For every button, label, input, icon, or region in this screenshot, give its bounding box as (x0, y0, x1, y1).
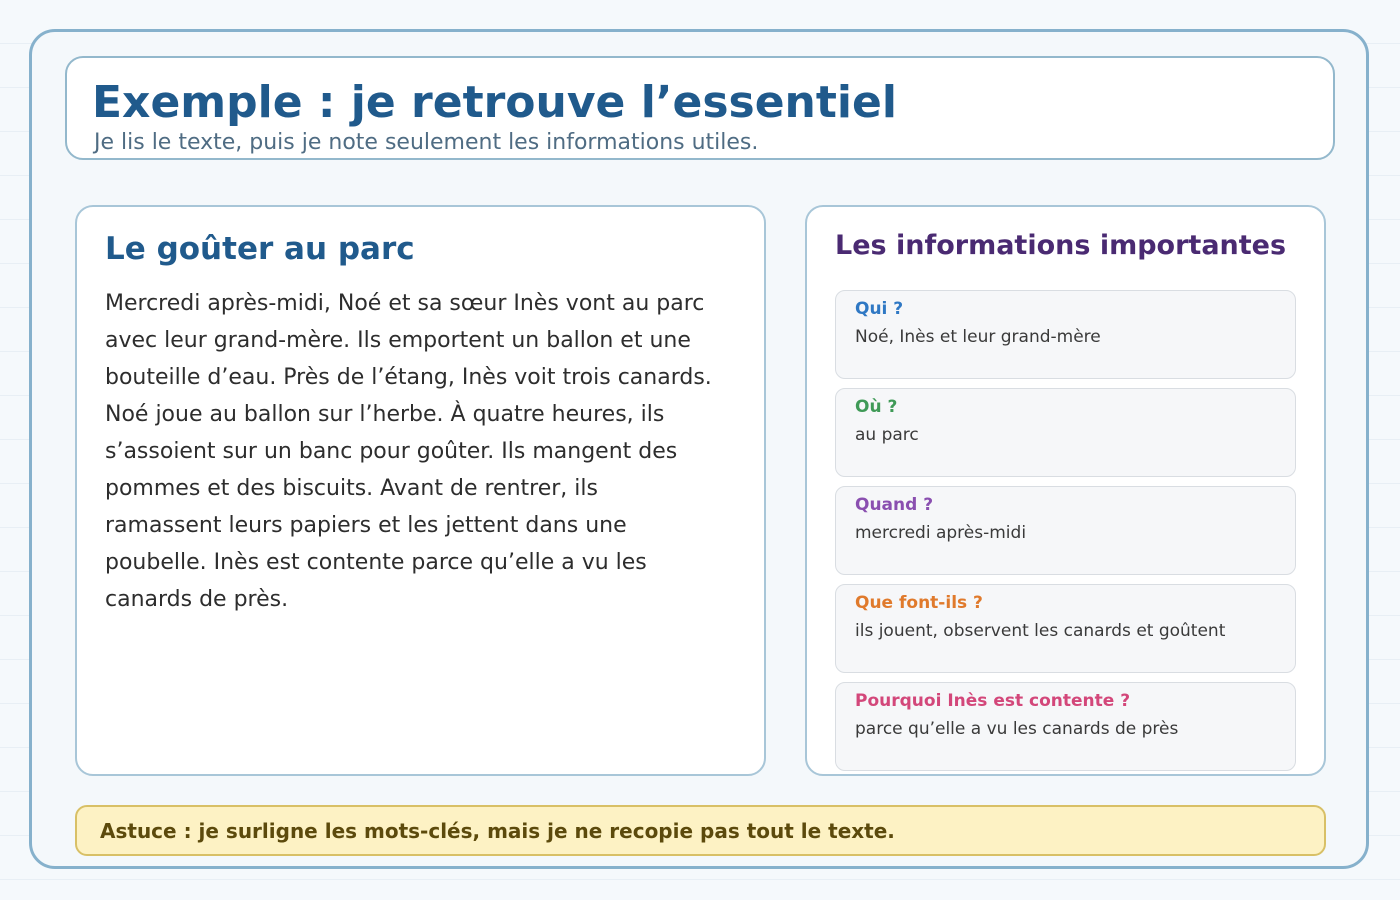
info-value-qui: Noé, Inès et leur grand-mère (855, 327, 1101, 347)
story-text: Mercredi après-midi, Noé et sa sœur Inès vont au parc avec leur grand-mère. Ils emportent un ballon et une bouteille d’eau. Près de l’étang, Inès voit trois canards. Noé joue au ballon sur l’herbe. À quatre heures, ils s’assoient sur un banc pour goûter. Ils mangent des pommes et des biscuits. Avant de rentrer, ils ramassent leurs papiers et les jettent dans une poubelle. Inès est contente parce qu’elle a vu les canards de près. (105, 291, 712, 612)
tip-text: Astuce : je surligne les mots-clés, mais je ne recopie pas tout le texte. (100, 819, 895, 843)
info-label-qui: Qui ? (855, 299, 904, 319)
info-label-quand: Quand ? (855, 495, 934, 515)
info-value-que-font-ils: ils jouent, observent les canards et goûtent (855, 621, 1226, 641)
info-item-quand (835, 486, 1296, 575)
info-value-quand: mercredi après-midi (855, 523, 1027, 543)
tip-bar (75, 805, 1326, 856)
info-item-ou (835, 388, 1296, 477)
info-value-pourquoi: parce qu’elle a vu les canards de près (855, 719, 1179, 739)
info-value-ou: au parc (855, 425, 919, 445)
info-label-pourquoi: Pourquoi Inès est contente ? (855, 691, 1131, 711)
info-label-ou: Où ? (855, 397, 898, 417)
info-item-pourquoi (835, 682, 1296, 771)
info-title: Les informations importantes (835, 230, 1287, 261)
page-subtitle: Je lis le texte, puis je note seulement les informations utiles. (94, 130, 759, 155)
info-item-qui (835, 290, 1296, 379)
story-title: Le goûter au parc (105, 231, 415, 267)
page-title: Exemple : je retrouve l’essentiel (92, 77, 897, 128)
info-item-que-font-ils (835, 584, 1296, 673)
info-label-que-font-ils: Que font-ils ? (855, 593, 983, 613)
